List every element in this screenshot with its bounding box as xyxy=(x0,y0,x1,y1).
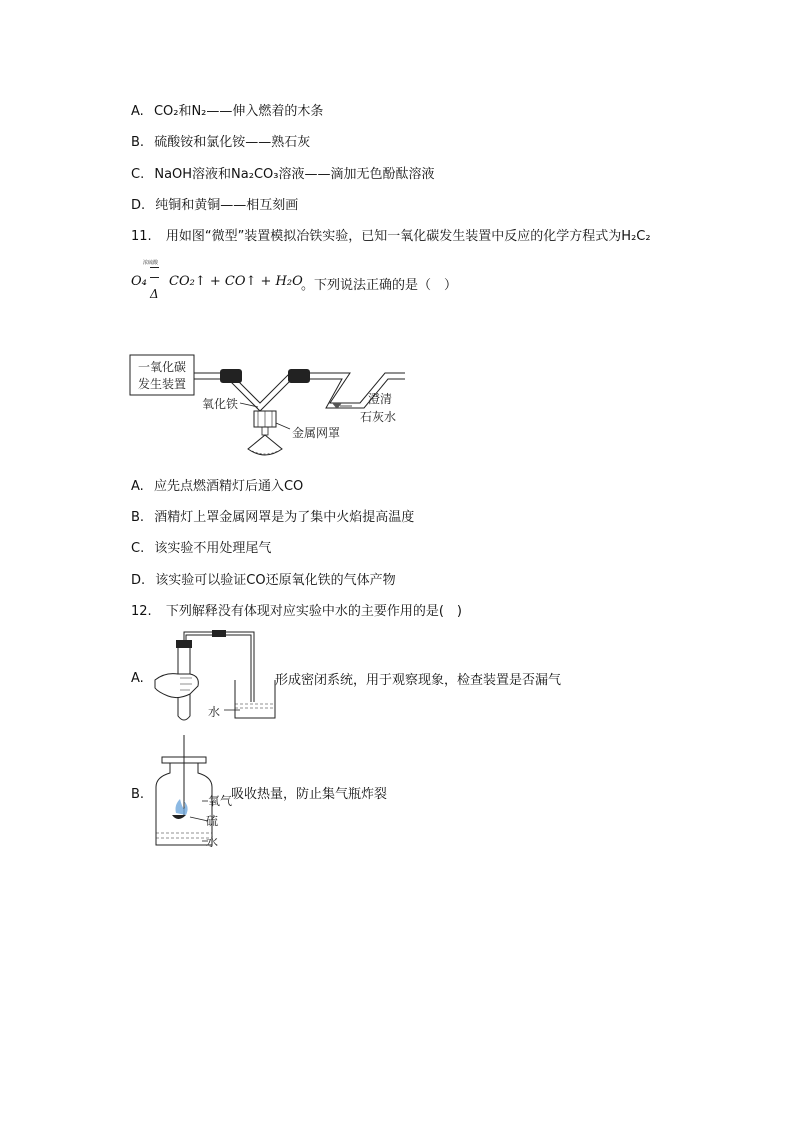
q11-option-a xyxy=(131,478,303,496)
option-text: 硫酸铵和氯化铵——熟石灰 xyxy=(154,135,311,150)
option-text: 该实验可以验证CO还原氧化铁的气体产物 xyxy=(155,573,396,588)
question-tail: 。下列说法正确的是（ ） xyxy=(301,278,458,293)
option-text: 应先点燃酒精灯后通入CO xyxy=(153,479,304,494)
equation-line xyxy=(131,262,551,302)
q12-option-a-figure xyxy=(150,630,280,725)
q12-option-a-explanation: 形成密闭系统，用于观察现象，检查装置是否漏气 xyxy=(275,673,562,688)
question-number: 11. xyxy=(131,229,152,244)
sulfur-spoon xyxy=(172,815,186,819)
option-letter: A. xyxy=(131,479,144,494)
label-water: 水 xyxy=(208,705,221,719)
label-metal-mesh: 金属网罩 xyxy=(292,426,341,440)
generator-label-2: 发生装置 xyxy=(137,377,187,391)
question-11-stem xyxy=(131,228,651,246)
option-prev-a xyxy=(131,103,323,121)
option-text: NaOH溶液和Na₂CO₃溶液——滴加无色酚酞溶液 xyxy=(154,167,435,182)
option-letter: A. xyxy=(131,104,144,119)
generator-label-1: 一氧化碳 xyxy=(137,360,187,374)
hand-icon xyxy=(155,674,198,698)
option-text: 纯铜和黄铜——相互刻画 xyxy=(155,198,299,213)
label-oxygen: 氧气 xyxy=(208,794,233,808)
equals-sign xyxy=(150,267,159,278)
equation-formula: O₄ xyxy=(131,274,147,289)
rubber-connector-1 xyxy=(220,369,242,383)
stopper xyxy=(176,640,192,648)
option-letter: D. xyxy=(131,198,146,213)
option-prev-d xyxy=(131,197,298,215)
label-sulfur: 硫 xyxy=(206,814,219,828)
label-limewater-2: 石灰水 xyxy=(360,410,397,424)
q11-option-d xyxy=(131,572,396,590)
label-iron-oxide: 氧化铁 xyxy=(202,397,239,411)
option-letter: C. xyxy=(131,167,145,182)
heat-symbol: Δ xyxy=(150,287,159,301)
tube-connector xyxy=(212,630,226,637)
option-prev-b xyxy=(131,134,310,152)
option-letter: C. xyxy=(131,541,145,556)
question-text: 用如图“微型”装置模拟冶铁实验，已知一氧化碳发生装置中反应的化学方程式为H₂C₂ xyxy=(165,229,651,244)
q11-option-b xyxy=(131,509,414,527)
question-number: 12. xyxy=(131,604,152,619)
flame-icon xyxy=(176,799,188,815)
option-text: CO₂和N₂——伸入燃着的木条 xyxy=(153,104,324,119)
label-limewater-1: 澄清 xyxy=(368,392,393,406)
reaction-condition: 浓硫酸 xyxy=(143,260,159,266)
option-text: 该实验不用处理尾气 xyxy=(154,541,272,556)
beaker xyxy=(235,680,275,718)
option-text: 酒精灯上罩金属网罩是为了集中火焰提高温度 xyxy=(154,510,415,525)
question-12-stem xyxy=(131,603,462,621)
option-prev-c xyxy=(131,166,434,184)
option-letter: B. xyxy=(131,510,145,525)
equation-products: CO₂↑ + CO↑ + H₂O xyxy=(169,274,303,289)
option-letter: B. xyxy=(131,135,145,150)
option-letter: D. xyxy=(131,573,146,588)
alcohol-lamp xyxy=(248,435,282,455)
question-text: 下列解释没有体现对应实验中水的主要作用的是( ) xyxy=(165,604,462,619)
q12-option-b-letter: B. xyxy=(131,787,145,802)
rubber-connector-2 xyxy=(288,369,310,383)
q12-option-b-explanation: 吸收热量，防止集气瓶炸裂 xyxy=(231,787,388,802)
q11-apparatus-figure xyxy=(120,345,420,465)
delivery-tube xyxy=(184,632,254,702)
q12-option-a-letter: A. xyxy=(131,671,144,686)
label-water: 水 xyxy=(206,835,219,849)
q11-option-c xyxy=(131,540,271,558)
